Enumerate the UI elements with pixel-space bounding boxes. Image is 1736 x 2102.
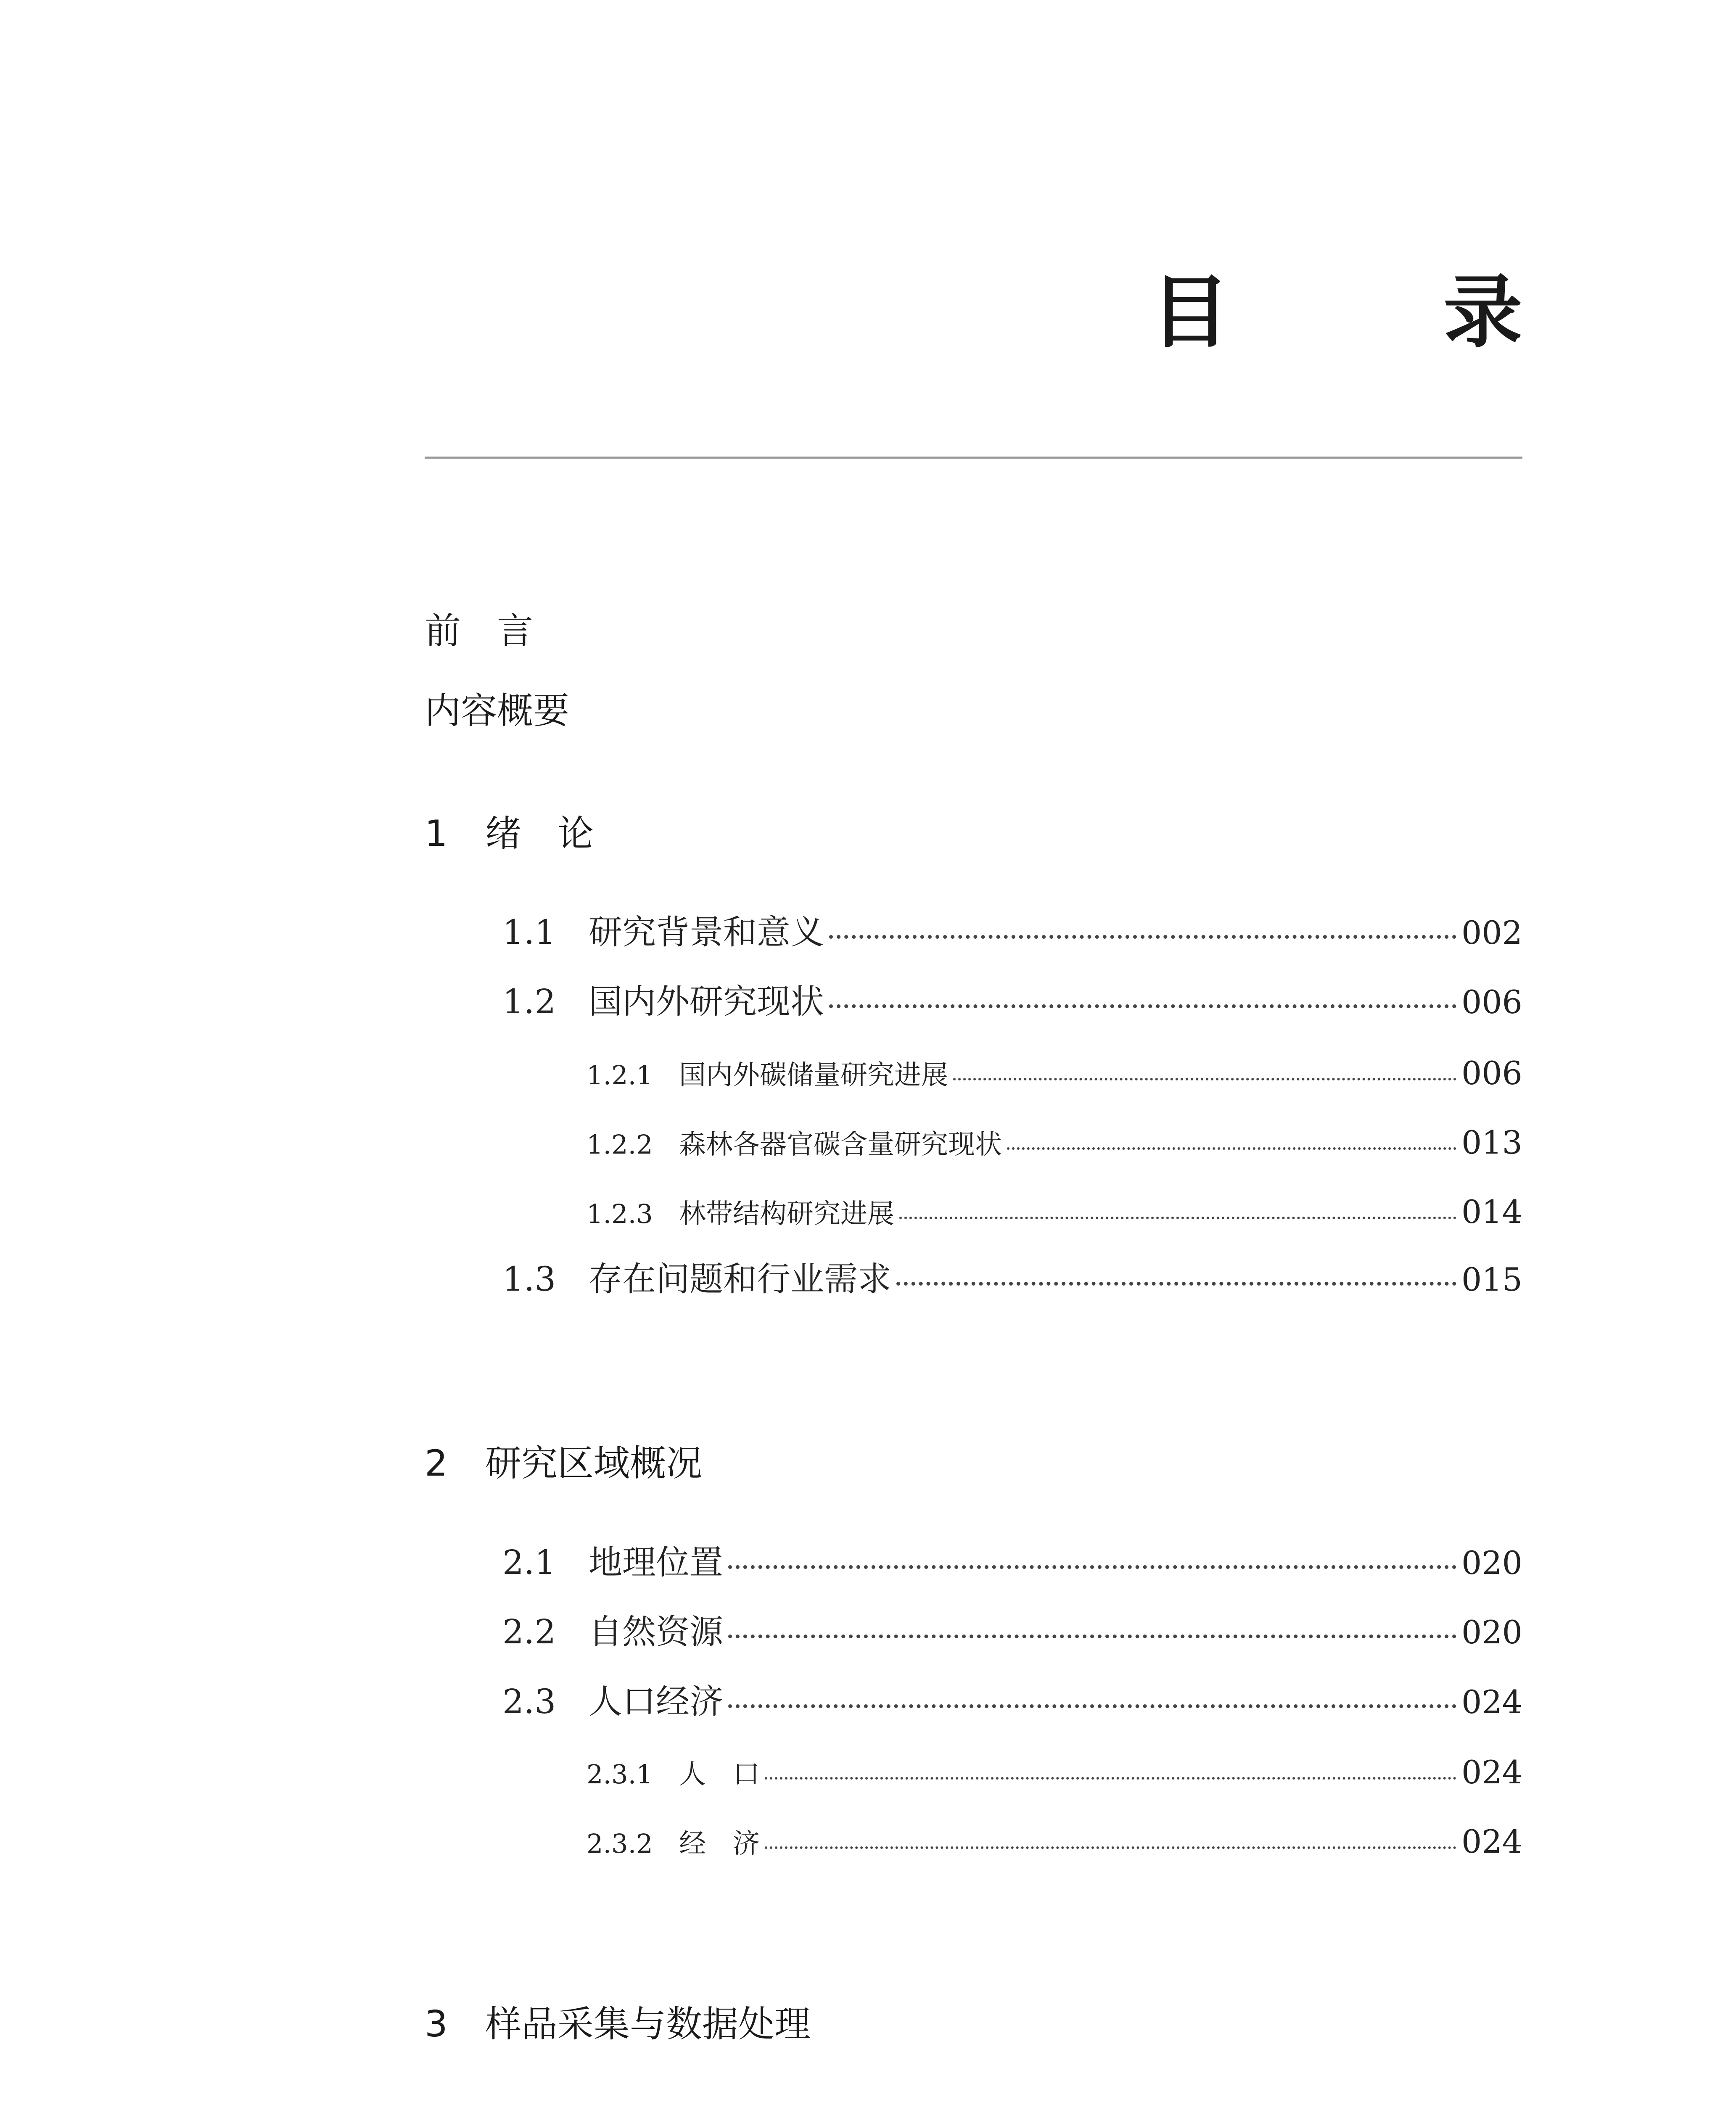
dot-leader [765, 1777, 1456, 1780]
chapter-number: 1 [425, 813, 448, 855]
toc-entry-2-3[interactable] [502, 1682, 1522, 1721]
chapter-title: 样品采集与数据处理 [485, 2003, 811, 2045]
section-title: 研究背景和意义 [589, 913, 824, 952]
page-number: 015 [1461, 1261, 1522, 1298]
section-title: 人口经济 [589, 1682, 723, 1721]
page-number: 013 [1461, 1124, 1522, 1161]
page-number: 014 [1461, 1193, 1522, 1231]
dot-leader [829, 1004, 1456, 1008]
subsection-number: 1.2.3 [587, 1199, 653, 1229]
dot-leader [765, 1846, 1456, 1849]
dot-leader [829, 935, 1456, 939]
page-number: 020 [1461, 1613, 1522, 1651]
section-title: 存在问题和行业需求 [589, 1260, 891, 1299]
page-number: 024 [1461, 1823, 1522, 1860]
dot-leader [1007, 1147, 1456, 1150]
subsection-number: 2.3.1 [587, 1759, 653, 1790]
heading-rule [425, 457, 1522, 459]
subsection-title: 森林各器官碳含量研究现状 [679, 1129, 1002, 1160]
dot-leader [953, 1078, 1456, 1080]
chapter-3-heading [425, 2003, 811, 2045]
section-number: 2.1 [502, 1543, 556, 1582]
page-number: 020 [1461, 1544, 1522, 1582]
subsection-title: 林带结构研究进展 [679, 1199, 894, 1230]
chapter-title: 研究区域概况 [485, 1442, 702, 1484]
front-matter-summary: 内容概要 [425, 690, 569, 732]
dot-leader [728, 1565, 1456, 1569]
toc-entry-1-1[interactable] [502, 913, 1522, 952]
section-number: 1.3 [502, 1260, 556, 1299]
toc-entry-1-2-1[interactable] [587, 1054, 1522, 1092]
section-title: 自然资源 [589, 1612, 723, 1651]
toc-entry-1-3[interactable] [502, 1260, 1522, 1299]
section-number: 2.3 [502, 1682, 556, 1721]
toc-entry-1-2-2[interactable] [587, 1124, 1522, 1161]
chapter-1-heading [425, 813, 594, 855]
subsection-title: 经 济 [679, 1828, 760, 1859]
subsection-title: 人 口 [679, 1759, 760, 1790]
page-number: 002 [1461, 914, 1522, 951]
page-number: 006 [1461, 1054, 1522, 1092]
chapter-2-heading [425, 1442, 702, 1484]
toc-heading: 目 录 [1151, 267, 1590, 359]
toc-entry-2-1[interactable] [502, 1543, 1522, 1582]
dot-leader [728, 1635, 1456, 1638]
toc-entry-2-2[interactable] [502, 1612, 1522, 1651]
subsection-title: 国内外碳储量研究进展 [679, 1060, 948, 1091]
toc-entry-2-3-2[interactable] [587, 1823, 1522, 1860]
toc-entry-1-2[interactable] [502, 982, 1522, 1021]
chapter-number: 2 [425, 1442, 448, 1484]
toc-entry-2-3-1[interactable] [587, 1753, 1522, 1791]
page-number: 024 [1461, 1683, 1522, 1721]
subsection-number: 1.2.1 [587, 1060, 653, 1091]
dot-leader [728, 1704, 1456, 1708]
section-title: 地理位置 [589, 1543, 723, 1582]
dot-leader [896, 1282, 1456, 1286]
toc-entry-1-2-3[interactable] [587, 1193, 1522, 1231]
page-number: 006 [1461, 983, 1522, 1021]
dot-leader [899, 1217, 1456, 1219]
section-title: 国内外研究现状 [589, 982, 824, 1021]
page-number: 024 [1461, 1753, 1522, 1791]
section-number: 2.2 [502, 1612, 556, 1651]
section-number: 1.1 [502, 913, 556, 952]
chapter-number: 3 [425, 2003, 448, 2045]
section-number: 1.2 [502, 982, 556, 1021]
subsection-number: 1.2.2 [587, 1129, 653, 1160]
front-matter-preface: 前 言 [425, 610, 533, 652]
subsection-number: 2.3.2 [587, 1828, 653, 1859]
chapter-title: 绪 论 [485, 813, 594, 855]
